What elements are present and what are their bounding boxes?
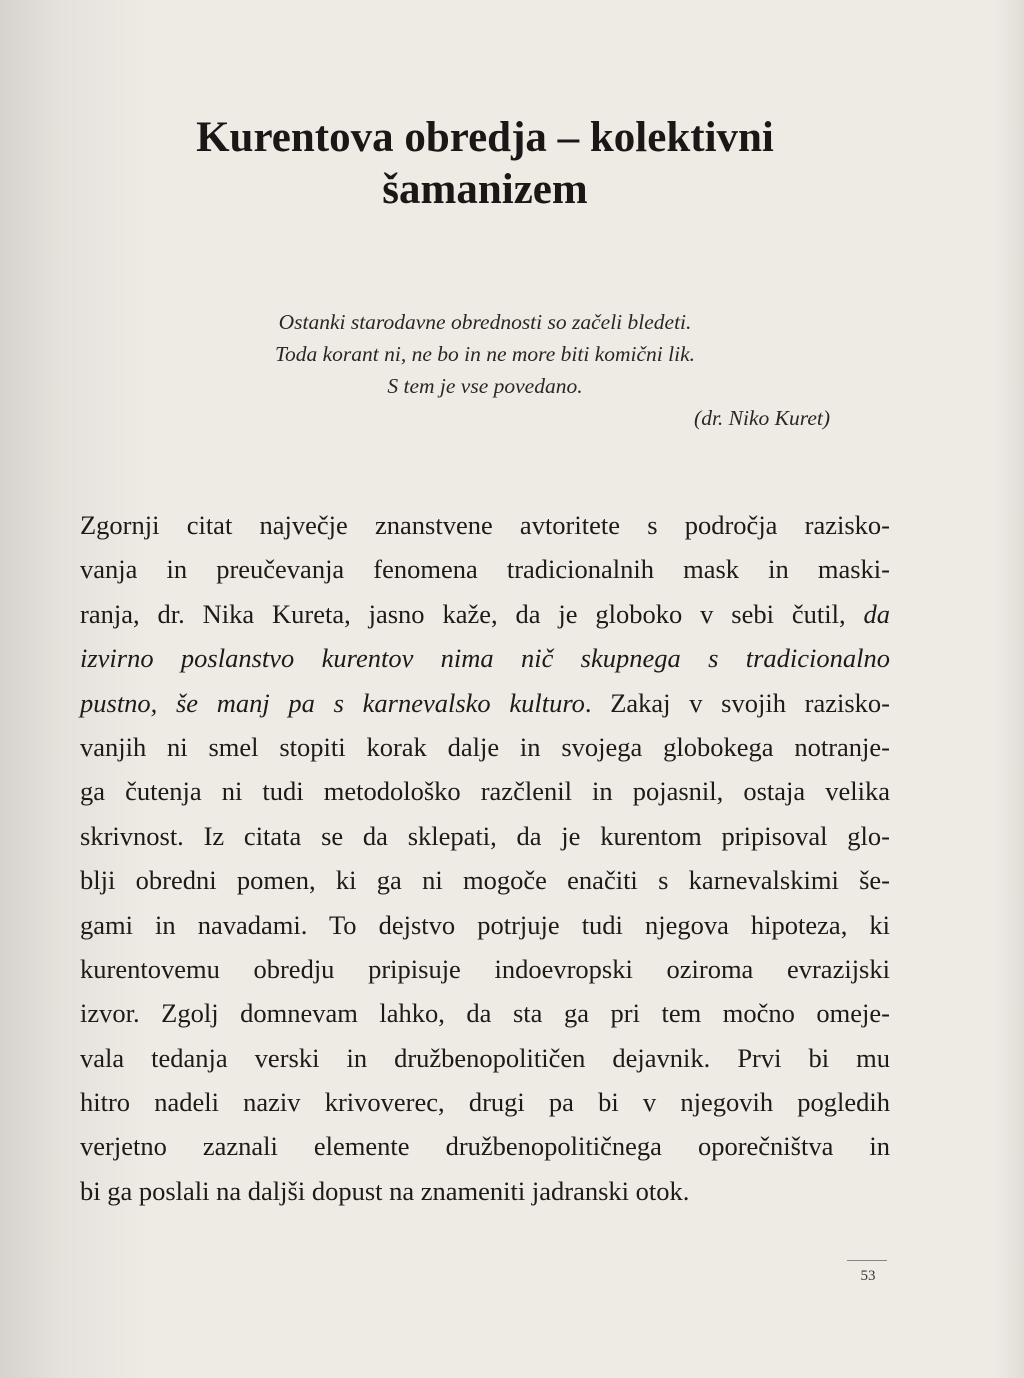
text-line bbox=[80, 592, 890, 636]
italic-span: da bbox=[863, 598, 890, 629]
epigraph-author: (dr. Niko Kuret) bbox=[694, 406, 830, 430]
text-line: ga čutenja ni tudi metodološko razčlenil in pojasnil, ostaja velika bbox=[80, 776, 890, 807]
text-line: skrivnost. Iz citata se da sklepati, da je kurentom pripisoval glo- bbox=[80, 820, 890, 851]
text-line: vanjih ni smel stopiti korak dalje in svojega globokega notranje- bbox=[80, 731, 890, 762]
text-line: verjetno zaznali elemente družbenopolitičnega oporečništva in bbox=[80, 1131, 890, 1162]
text-line: vanja in preučevanja fenomena tradicionalnih mask in maski- bbox=[80, 554, 890, 585]
epigraph bbox=[140, 306, 830, 434]
chapter-title-line-1: Kurentova obredja – kolektivni bbox=[196, 114, 774, 161]
text-line: blji obredni pomen, ki ga ni mogoče enačiti s karnevalskimi še- bbox=[80, 865, 890, 896]
text-line: bi ga poslali na daljši dopust na znameniti jadranski otok. bbox=[80, 1175, 690, 1206]
text-line: Zgornji citat največje znanstvene avtoritete s področja razisko- bbox=[80, 510, 890, 540]
page-number-rule bbox=[847, 1260, 887, 1261]
text-line: izvor. Zgolj domnevam lahko, da sta ga pri tem močno omeje- bbox=[80, 998, 890, 1029]
page-number: 53 bbox=[860, 1268, 876, 1284]
text-span: . Zakaj v svojih razisko- bbox=[584, 687, 890, 718]
italic-span: pustno, še manj pa s karnevalsko kulturo bbox=[80, 687, 585, 718]
epigraph-line-1: Ostanki starodavne obrednosti so začeli bledeti. bbox=[278, 310, 692, 334]
text-line: vala tedanja verski in družbenopolitičen dejavnik. Prvi bi mu bbox=[80, 1042, 890, 1073]
text-line-italic: izvirno poslanstvo kurentov nima nič skupnega s tradicionalno bbox=[80, 643, 890, 674]
epigraph-line-3: S tem je vse povedano. bbox=[387, 374, 583, 398]
text-line: hitro nadeli naziv krivoverec, drugi pa bi v njegovih pogledih bbox=[80, 1087, 890, 1118]
chapter-title bbox=[80, 112, 890, 216]
text-line: kurentovemu obredju pripisuje indoevropski oziroma evrazijski bbox=[80, 953, 890, 984]
text-line: gami in navadami. To dejstvo potrjuje tudi njegova hipoteza, ki bbox=[80, 909, 890, 940]
text-span: ranja, dr. Nika Kureta, jasno kaže, da je globoko v sebi čutil, bbox=[80, 598, 864, 629]
body-paragraph bbox=[80, 503, 890, 1213]
epigraph-line-2: Toda korant ni, ne bo in ne more biti komični lik. bbox=[274, 342, 695, 366]
text-line bbox=[80, 681, 890, 725]
chapter-title-line-2: šamanizem bbox=[382, 166, 588, 213]
